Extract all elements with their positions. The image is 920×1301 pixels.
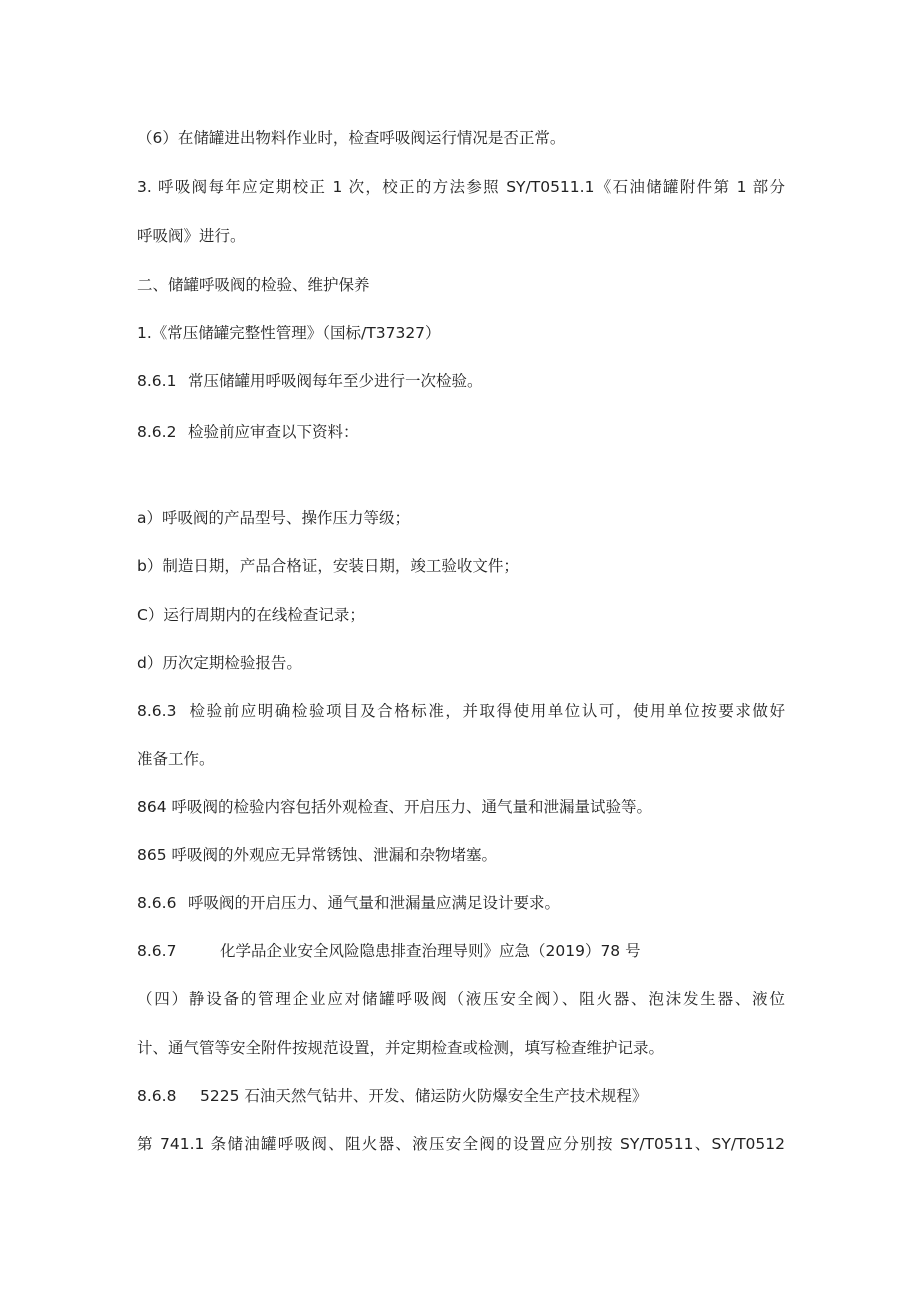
list-item: a）呼吸阀的产品型号、操作压力等级； bbox=[137, 509, 410, 527]
text-line: 准备工作。 bbox=[137, 750, 215, 768]
text-line: 3. 呼吸阀每年应定期校正 1 次，校正的方法参照 SY/T0511.1《石油储罐附件第 1 部分 bbox=[137, 178, 785, 196]
section-heading: 二、储罐呼吸阀的检验、维护保养 bbox=[137, 276, 370, 294]
clause-8-6-7 bbox=[137, 941, 641, 961]
clause-number: 8.6.6 bbox=[137, 894, 177, 912]
text-line: 第 741.1 条储油罐呼吸阀、阻火器、液压安全阀的设置应分别按 SY/T0511、SY/T0512 bbox=[137, 1135, 785, 1153]
text-line: 864 呼吸阀的检验内容包括外观检查、开启压力、通气量和泄漏量试验等。 bbox=[137, 798, 653, 816]
clause-8-6-8 bbox=[137, 1086, 647, 1106]
clause-text: 常压储罐用呼吸阀每年至少进行一次检验。 bbox=[188, 372, 483, 390]
clause-number: 8.6.7 bbox=[137, 942, 177, 960]
text-line: 呼吸阀》进行。 bbox=[137, 227, 246, 245]
clause-text: 检验前应明确检验项目及合格标准，并取得使用单位认可，使用单位按要求做好 bbox=[188, 702, 785, 720]
clause-text: 5225 石油天然气钻井、开发、储运防火防爆安全生产技术规程》 bbox=[200, 1087, 648, 1105]
text-line: 865 呼吸阀的外观应无异常锈蚀、泄漏和杂物堵塞。 bbox=[137, 846, 498, 864]
clause-text: 检验前应审查以下资料： bbox=[188, 423, 359, 441]
text-line: （6）在储罐进出物料作业时，检查呼吸阀运行情况是否正常。 bbox=[137, 129, 566, 147]
list-item: b）制造日期，产品合格证，安装日期，竣工验收文件； bbox=[137, 557, 519, 575]
clause-8-6-2 bbox=[137, 422, 359, 442]
clause-text: 化学品企业安全风险隐患排查治理导则》应急（2019）78 号 bbox=[220, 942, 641, 960]
list-item: C）运行周期内的在线检查记录； bbox=[137, 606, 365, 624]
text-line: （四）静设备的管理企业应对储罐呼吸阀（液压安全阀）、阻火器、泡沫发生器、液位 bbox=[137, 990, 785, 1008]
clause-8-6-1 bbox=[137, 371, 483, 391]
text-line: 计、通气管等安全附件按规范设置，并定期检查或检测，填写检查维护记录。 bbox=[137, 1039, 665, 1057]
text-line: 1.《常压储罐完整性管理》（国标/T37327） bbox=[137, 324, 441, 342]
clause-number: 8.6.8 bbox=[137, 1087, 177, 1105]
clause-number: 8.6.3 bbox=[137, 702, 177, 720]
clause-8-6-6 bbox=[137, 893, 560, 913]
clause-8-6-3 bbox=[137, 701, 785, 721]
list-item: d）历次定期检验报告。 bbox=[137, 654, 302, 672]
clause-number: 8.6.2 bbox=[137, 423, 177, 441]
clause-text: 呼吸阀的开启压力、通气量和泄漏量应满足设计要求。 bbox=[188, 894, 561, 912]
clause-number: 8.6.1 bbox=[137, 372, 177, 390]
